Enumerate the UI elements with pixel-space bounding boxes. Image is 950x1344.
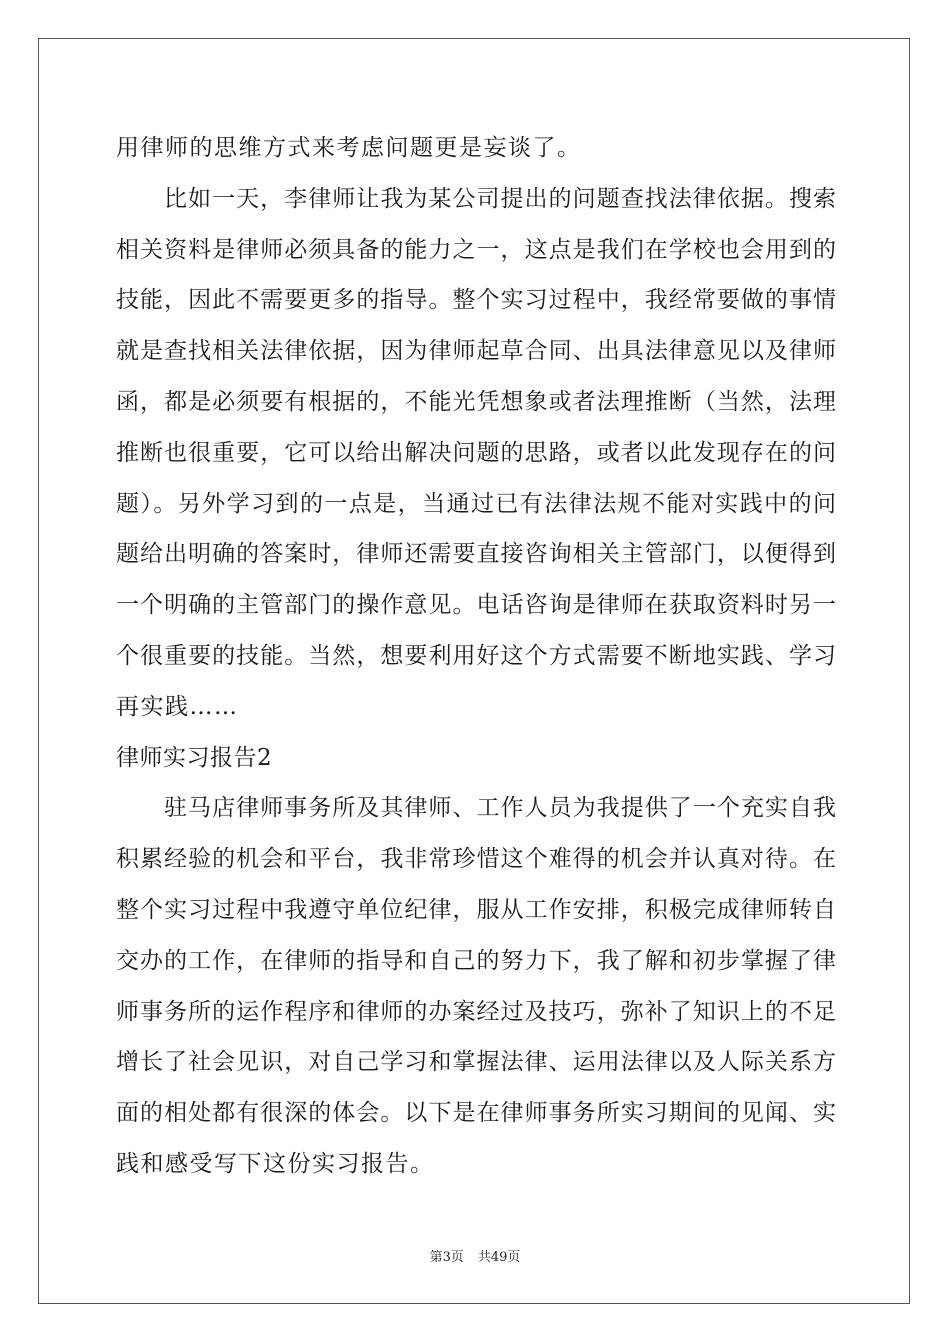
page-total: 共49页 — [477, 1250, 521, 1265]
page-footer — [0, 1246, 950, 1265]
paragraph-line: 践和感受写下这份实习报告。 — [116, 1150, 435, 1177]
page-number: 第3页 — [429, 1250, 464, 1265]
paragraph-line: 相关资料是律师必须具备的能力之一，这点是我们在学校也会用到的 — [116, 236, 836, 263]
document-body — [116, 123, 836, 1190]
paragraph-line: 交办的工作，在律师的指导和自己的努力下，我了解和初步掌握了律 — [116, 947, 836, 974]
paragraph-line: 题给出明确的答案时，律师还需要直接咨询相关主管部门，以便得到 — [116, 541, 836, 568]
paragraph-line: 积累经验的机会和平台，我非常珍惜这个难得的机会并认真对待。在 — [116, 846, 836, 873]
paragraph-line: 增长了社会见识，对自己学习和掌握法律、运用法律以及人际关系方 — [116, 1049, 836, 1076]
paragraph-line: 一个明确的主管部门的操作意见。电话咨询是律师在获取资料时另一 — [116, 592, 836, 619]
paragraph-line: 个很重要的技能。当然，想要利用好这个方式需要不断地实践、学习 — [116, 642, 836, 669]
paragraph-line: 师事务所的运作程序和律师的办案经过及技巧，弥补了知识上的不足 — [116, 998, 836, 1025]
paragraph-line: 用律师的思维方式来考虑问题更是妄谈了。 — [116, 135, 582, 161]
paragraph-line: 就是查找相关法律依据，因为律师起草合同、出具法律意见以及律师 — [116, 338, 836, 365]
paragraph-line: 面的相处都有很深的体会。以下是在律师事务所实习期间的见闻、实 — [116, 1100, 836, 1127]
paragraph-line: 技能，因此不需要更多的指导。整个实习过程中，我经常要做的事情 — [116, 287, 836, 314]
paragraph-line: 函，都是必须要有根据的，不能光凭想象或者法理推断（当然，法理 — [116, 388, 836, 415]
paragraph-line: 驻马店律师事务所及其律师、工作人员为我提供了一个充实自我 — [164, 795, 836, 822]
paragraph-line: 再实践…… — [116, 693, 239, 720]
paragraph-line: 整个实习过程中我遵守单位纪律，服从工作安排，积极完成律师转自 — [116, 896, 836, 923]
paragraph-line: 题）。另外学习到的一点是，当通过已有法律法规不能对实践中的问 — [116, 490, 836, 517]
section-heading: 律师实习报告2 — [116, 744, 273, 771]
paragraph-line: 比如一天，李律师让我为某公司提出的问题查找法律依据。搜索 — [164, 185, 836, 212]
paragraph-line: 推断也很重要，它可以给出解决问题的思路，或者以此发现存在的问 — [116, 439, 836, 466]
